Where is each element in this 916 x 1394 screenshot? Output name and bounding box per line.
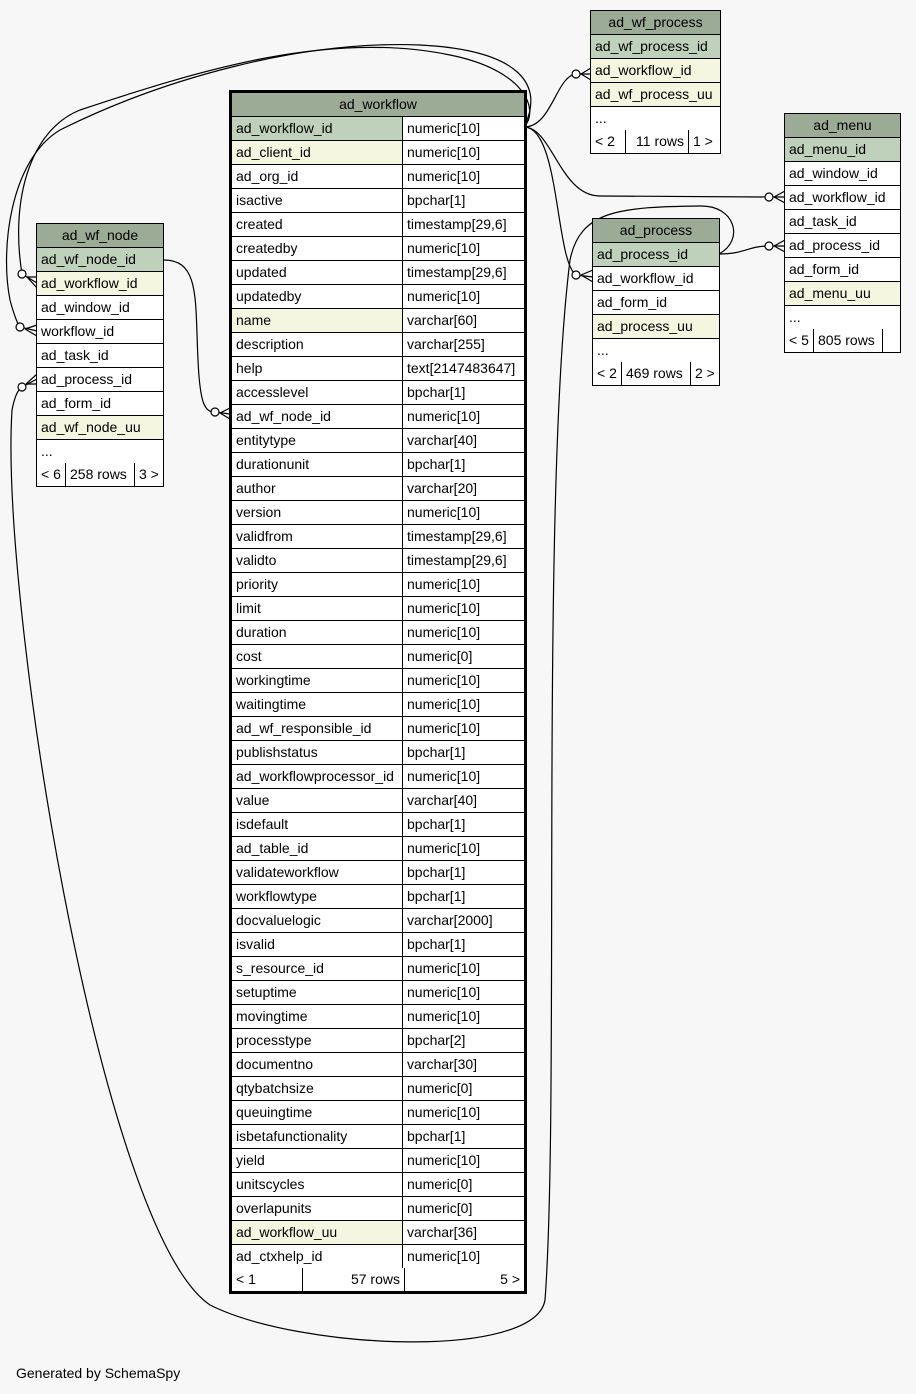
column-row[interactable] — [232, 213, 524, 237]
column-type: numeric[10] — [402, 1101, 524, 1124]
column-row[interactable] — [232, 1125, 524, 1149]
column-name: ad_workflow_id — [41, 275, 138, 291]
column-name: qtybatchsize — [236, 1080, 314, 1096]
column-name: isbetafunctionality — [236, 1128, 348, 1144]
column-name: ad_wf_node_id — [236, 408, 331, 424]
column-name: priority — [236, 576, 279, 592]
column-type: numeric[0] — [402, 645, 524, 668]
crowfoot-circle — [16, 323, 24, 331]
column-row[interactable] — [232, 333, 524, 357]
table-footer — [37, 463, 163, 486]
table-footer — [785, 329, 900, 352]
column-row[interactable] — [232, 141, 524, 165]
column-name: docvaluelogic — [236, 912, 321, 928]
column-row[interactable] — [37, 320, 163, 344]
column-name: ad_wf_node_uu — [41, 419, 141, 435]
column-name: limit — [236, 600, 261, 616]
column-name: setuptime — [236, 984, 297, 1000]
column-type: varchar[255] — [402, 333, 524, 356]
column-name: updated — [236, 264, 287, 280]
column-name: ... — [595, 110, 607, 126]
column-row[interactable] — [785, 234, 900, 258]
column-row[interactable] — [232, 1197, 524, 1221]
column-name: ad_task_id — [789, 213, 857, 229]
column-type: timestamp[29,6] — [402, 549, 524, 572]
column-row[interactable] — [232, 501, 524, 525]
column-name: publishstatus — [236, 744, 318, 760]
column-name: workflow_id — [41, 323, 115, 339]
column-name: cost — [236, 648, 262, 664]
column-name: validateworkflow — [236, 864, 339, 880]
column-type: bpchar[2] — [402, 1029, 524, 1052]
column-row[interactable] — [232, 717, 524, 741]
column-name: created — [236, 216, 283, 232]
column-row[interactable] — [37, 416, 163, 440]
column-row[interactable] — [232, 669, 524, 693]
column-type: timestamp[29,6] — [402, 213, 524, 236]
column-row[interactable] — [232, 1245, 524, 1268]
column-row[interactable] — [232, 357, 524, 381]
column-row[interactable] — [37, 296, 163, 320]
column-row[interactable] — [232, 789, 524, 813]
column-row[interactable] — [232, 813, 524, 837]
column-type: varchar[30] — [402, 1053, 524, 1076]
column-name: value — [236, 792, 270, 808]
column-name: isdefault — [236, 816, 289, 832]
column-row[interactable] — [232, 1149, 524, 1173]
column-name: ad_workflow_id — [597, 270, 694, 286]
column-row[interactable] — [593, 291, 719, 315]
column-type: numeric[10] — [402, 405, 524, 428]
parents-link[interactable]: < 5 — [789, 332, 809, 348]
column-row[interactable] — [232, 1101, 524, 1125]
column-name: ad_form_id — [41, 395, 112, 411]
column-type: varchar[36] — [402, 1221, 524, 1244]
column-type: numeric[10] — [402, 957, 524, 980]
column-row[interactable] — [232, 573, 524, 597]
column-type: numeric[10] — [402, 501, 524, 524]
column-type: varchar[2000] — [402, 909, 524, 932]
column-type: numeric[0] — [402, 1077, 524, 1100]
table-ad-menu[interactable] — [784, 113, 901, 353]
parents-link[interactable]: < 6 — [41, 466, 61, 482]
column-name: ad_workflowprocessor_id — [236, 768, 394, 784]
column-type: timestamp[29,6] — [402, 525, 524, 548]
column-row[interactable] — [232, 981, 524, 1005]
column-row[interactable] — [232, 957, 524, 981]
column-name: yield — [236, 1152, 265, 1168]
column-name: isvalid — [236, 936, 275, 952]
column-type: bpchar[1] — [402, 885, 524, 908]
column-row[interactable] — [232, 1053, 524, 1077]
column-name: isactive — [236, 192, 283, 208]
column-row[interactable] — [591, 83, 720, 107]
column-row[interactable] — [232, 933, 524, 957]
column-row[interactable] — [232, 765, 524, 789]
column-row[interactable] — [593, 243, 719, 267]
column-name: ad_form_id — [597, 294, 668, 310]
column-type: varchar[60] — [402, 309, 524, 332]
column-row[interactable] — [785, 210, 900, 234]
column-type: numeric[10] — [402, 837, 524, 860]
column-row[interactable] — [232, 909, 524, 933]
column-name: durationunit — [236, 456, 310, 472]
column-type: numeric[10] — [402, 981, 524, 1004]
column-row[interactable] — [591, 107, 720, 130]
column-name: duration — [236, 624, 287, 640]
column-name: ... — [41, 443, 53, 459]
column-row[interactable] — [232, 381, 524, 405]
column-name: workflowtype — [236, 888, 317, 904]
column-name: description — [236, 336, 304, 352]
column-type: numeric[10] — [402, 1245, 524, 1268]
column-row[interactable] — [37, 272, 163, 296]
parents-link[interactable]: < 2 — [595, 133, 615, 149]
column-type: numeric[10] — [402, 165, 524, 188]
column-row[interactable] — [232, 405, 524, 429]
column-row[interactable] — [232, 117, 524, 141]
table-header[interactable]: ad_wf_node — [37, 224, 163, 248]
column-name: ad_process_id — [789, 237, 881, 253]
column-row[interactable] — [232, 693, 524, 717]
column-row[interactable] — [785, 162, 900, 186]
column-name: entitytype — [236, 432, 296, 448]
column-row[interactable] — [232, 165, 524, 189]
column-name: overlapunits — [236, 1200, 312, 1216]
column-name: ad_wf_node_id — [41, 251, 136, 267]
column-type: varchar[40] — [402, 429, 524, 452]
column-row[interactable] — [785, 282, 900, 306]
crowfoot-circle — [211, 408, 219, 416]
column-name: ad_window_id — [789, 165, 878, 181]
column-name: help — [236, 360, 263, 376]
column-name: processtype — [236, 1032, 312, 1048]
column-name: unitscycles — [236, 1176, 305, 1192]
column-name: ... — [789, 309, 801, 325]
column-name: ad_process_uu — [597, 318, 693, 334]
column-row[interactable] — [591, 59, 720, 83]
table-footer — [593, 362, 719, 385]
column-row[interactable] — [232, 885, 524, 909]
column-row[interactable] — [232, 597, 524, 621]
column-name: ad_workflow_id — [595, 62, 692, 78]
edge-workflow-wf-process — [524, 74, 591, 127]
table-ad-wf-node[interactable] — [36, 223, 164, 487]
column-type: bpchar[1] — [402, 453, 524, 476]
row-count: 469 rows — [621, 362, 690, 385]
column-type: bpchar[1] — [402, 381, 524, 404]
column-name: waitingtime — [236, 696, 307, 712]
column-row[interactable] — [785, 186, 900, 210]
column-name: ad_wf_process_uu — [595, 86, 713, 102]
table-ad-wf-process[interactable] — [590, 10, 721, 154]
column-type: varchar[20] — [402, 477, 524, 500]
edge-process-menu — [719, 246, 785, 254]
column-name: ad_process_id — [41, 371, 133, 387]
column-row[interactable] — [232, 453, 524, 477]
column-row[interactable] — [593, 315, 719, 339]
column-name: queuingtime — [236, 1104, 313, 1120]
column-name: ad_workflow_id — [236, 120, 333, 136]
table-header[interactable]: ad_process — [593, 219, 719, 243]
column-row[interactable] — [232, 1173, 524, 1197]
column-row[interactable] — [37, 440, 163, 463]
column-type: numeric[0] — [402, 1197, 524, 1220]
column-name: name — [236, 312, 272, 328]
column-type: bpchar[1] — [402, 189, 524, 212]
table-ad-workflow[interactable] — [229, 90, 527, 1294]
column-name: validfrom — [236, 528, 293, 544]
column-name: ... — [597, 342, 609, 358]
table-header[interactable]: ad_wf_process — [591, 11, 720, 35]
row-count: 57 rows — [302, 1268, 404, 1291]
edge-workflow-process — [524, 127, 593, 277]
column-type: numeric[10] — [402, 237, 524, 260]
column-type: bpchar[1] — [402, 813, 524, 836]
column-row[interactable] — [232, 741, 524, 765]
parents-link[interactable]: < 1 — [236, 1271, 256, 1287]
column-list — [591, 35, 720, 130]
column-row[interactable] — [37, 392, 163, 416]
column-row[interactable] — [232, 261, 524, 285]
column-row[interactable] — [593, 267, 719, 291]
column-row[interactable] — [232, 429, 524, 453]
column-row[interactable] — [232, 1221, 524, 1245]
column-row[interactable] — [232, 477, 524, 501]
column-row[interactable] — [232, 1005, 524, 1029]
column-name: s_resource_id — [236, 960, 324, 976]
column-row[interactable] — [232, 549, 524, 573]
column-list — [37, 248, 163, 463]
column-row[interactable] — [232, 525, 524, 549]
children-link[interactable] — [882, 329, 900, 352]
column-row[interactable] — [232, 189, 524, 213]
column-name: ad_org_id — [236, 168, 299, 184]
column-type: numeric[10] — [402, 285, 524, 308]
edge-node-workflow — [164, 260, 230, 414]
column-name: ad_menu_id — [789, 141, 867, 157]
column-name: ad_task_id — [41, 347, 109, 363]
column-row[interactable] — [785, 138, 900, 162]
column-type: timestamp[29,6] — [402, 261, 524, 284]
children-link[interactable]: 5 > — [404, 1268, 524, 1291]
column-type: numeric[10] — [402, 117, 524, 140]
column-row[interactable] — [232, 1029, 524, 1053]
column-type: bpchar[1] — [402, 861, 524, 884]
column-row[interactable] — [232, 285, 524, 309]
column-name: updatedby — [236, 288, 302, 304]
crowfoot-circle — [572, 70, 580, 78]
column-type: numeric[10] — [402, 597, 524, 620]
row-count: 11 rows — [625, 130, 688, 153]
column-type: numeric[10] — [402, 717, 524, 740]
column-name: author — [236, 480, 276, 496]
column-name: ad_wf_process_id — [595, 38, 708, 54]
column-type: numeric[10] — [402, 141, 524, 164]
column-name: ad_form_id — [789, 261, 860, 277]
column-name: ad_ctxhelp_id — [236, 1248, 323, 1264]
column-row[interactable] — [785, 258, 900, 282]
column-type: bpchar[1] — [402, 933, 524, 956]
column-name: ad_table_id — [236, 840, 309, 856]
column-name: ad_workflow_uu — [236, 1224, 338, 1240]
column-name: ad_process_id — [597, 246, 689, 262]
column-name: ad_wf_responsible_id — [236, 720, 372, 736]
row-count: 258 rows — [65, 463, 134, 486]
column-name: ad_client_id — [236, 144, 311, 160]
column-row[interactable] — [37, 368, 163, 392]
column-row[interactable] — [232, 621, 524, 645]
crowfoot-circle — [572, 271, 580, 279]
table-footer — [591, 130, 720, 153]
column-row[interactable] — [593, 339, 719, 362]
column-list — [785, 138, 900, 329]
column-name: ad_window_id — [41, 299, 130, 315]
crowfoot-circle — [18, 270, 26, 278]
column-type: numeric[10] — [402, 1149, 524, 1172]
column-type: numeric[10] — [402, 1005, 524, 1028]
column-name: accesslevel — [236, 384, 309, 400]
column-type: bpchar[1] — [402, 1125, 524, 1148]
table-footer — [232, 1268, 524, 1291]
column-name: version — [236, 504, 282, 520]
table-ad-process[interactable] — [592, 218, 720, 386]
column-row[interactable] — [232, 645, 524, 669]
row-count: 805 rows — [813, 329, 882, 352]
crowfoot-circle — [18, 383, 26, 391]
children-link[interactable]: 3 > — [134, 463, 163, 486]
column-row[interactable] — [232, 309, 524, 333]
column-row[interactable] — [232, 861, 524, 885]
children-link[interactable]: 1 > — [688, 130, 720, 153]
column-type: numeric[10] — [402, 621, 524, 644]
column-row[interactable] — [785, 306, 900, 329]
column-row[interactable] — [37, 248, 163, 272]
column-row[interactable] — [232, 237, 524, 261]
column-type: numeric[0] — [402, 1173, 524, 1196]
column-row[interactable] — [37, 344, 163, 368]
column-type: numeric[10] — [402, 693, 524, 716]
table-header[interactable]: ad_workflow — [232, 93, 524, 117]
column-type: numeric[10] — [402, 573, 524, 596]
column-name: movingtime — [236, 1008, 308, 1024]
column-name: workingtime — [236, 672, 311, 688]
column-type: text[2147483647] — [402, 357, 524, 380]
column-list — [232, 117, 524, 1268]
column-name: validto — [236, 552, 277, 568]
generated-by-text: Generated by SchemaSpy — [16, 1365, 181, 1381]
column-name: ad_menu_uu — [789, 285, 871, 301]
parents-link[interactable]: < 2 — [597, 365, 617, 381]
column-row[interactable] — [591, 35, 720, 59]
column-type: numeric[10] — [402, 669, 524, 692]
column-type: numeric[10] — [402, 765, 524, 788]
table-header[interactable]: ad_menu — [785, 114, 900, 138]
column-name: ad_workflow_id — [789, 189, 886, 205]
column-row[interactable] — [232, 837, 524, 861]
column-type: varchar[40] — [402, 789, 524, 812]
column-name: createdby — [236, 240, 298, 256]
children-link[interactable]: 2 > — [690, 362, 719, 385]
column-row[interactable] — [232, 1077, 524, 1101]
crowfoot-circle — [765, 242, 773, 250]
column-type: bpchar[1] — [402, 741, 524, 764]
column-list — [593, 243, 719, 362]
column-name: documentno — [236, 1056, 314, 1072]
crowfoot-circle — [765, 193, 773, 201]
